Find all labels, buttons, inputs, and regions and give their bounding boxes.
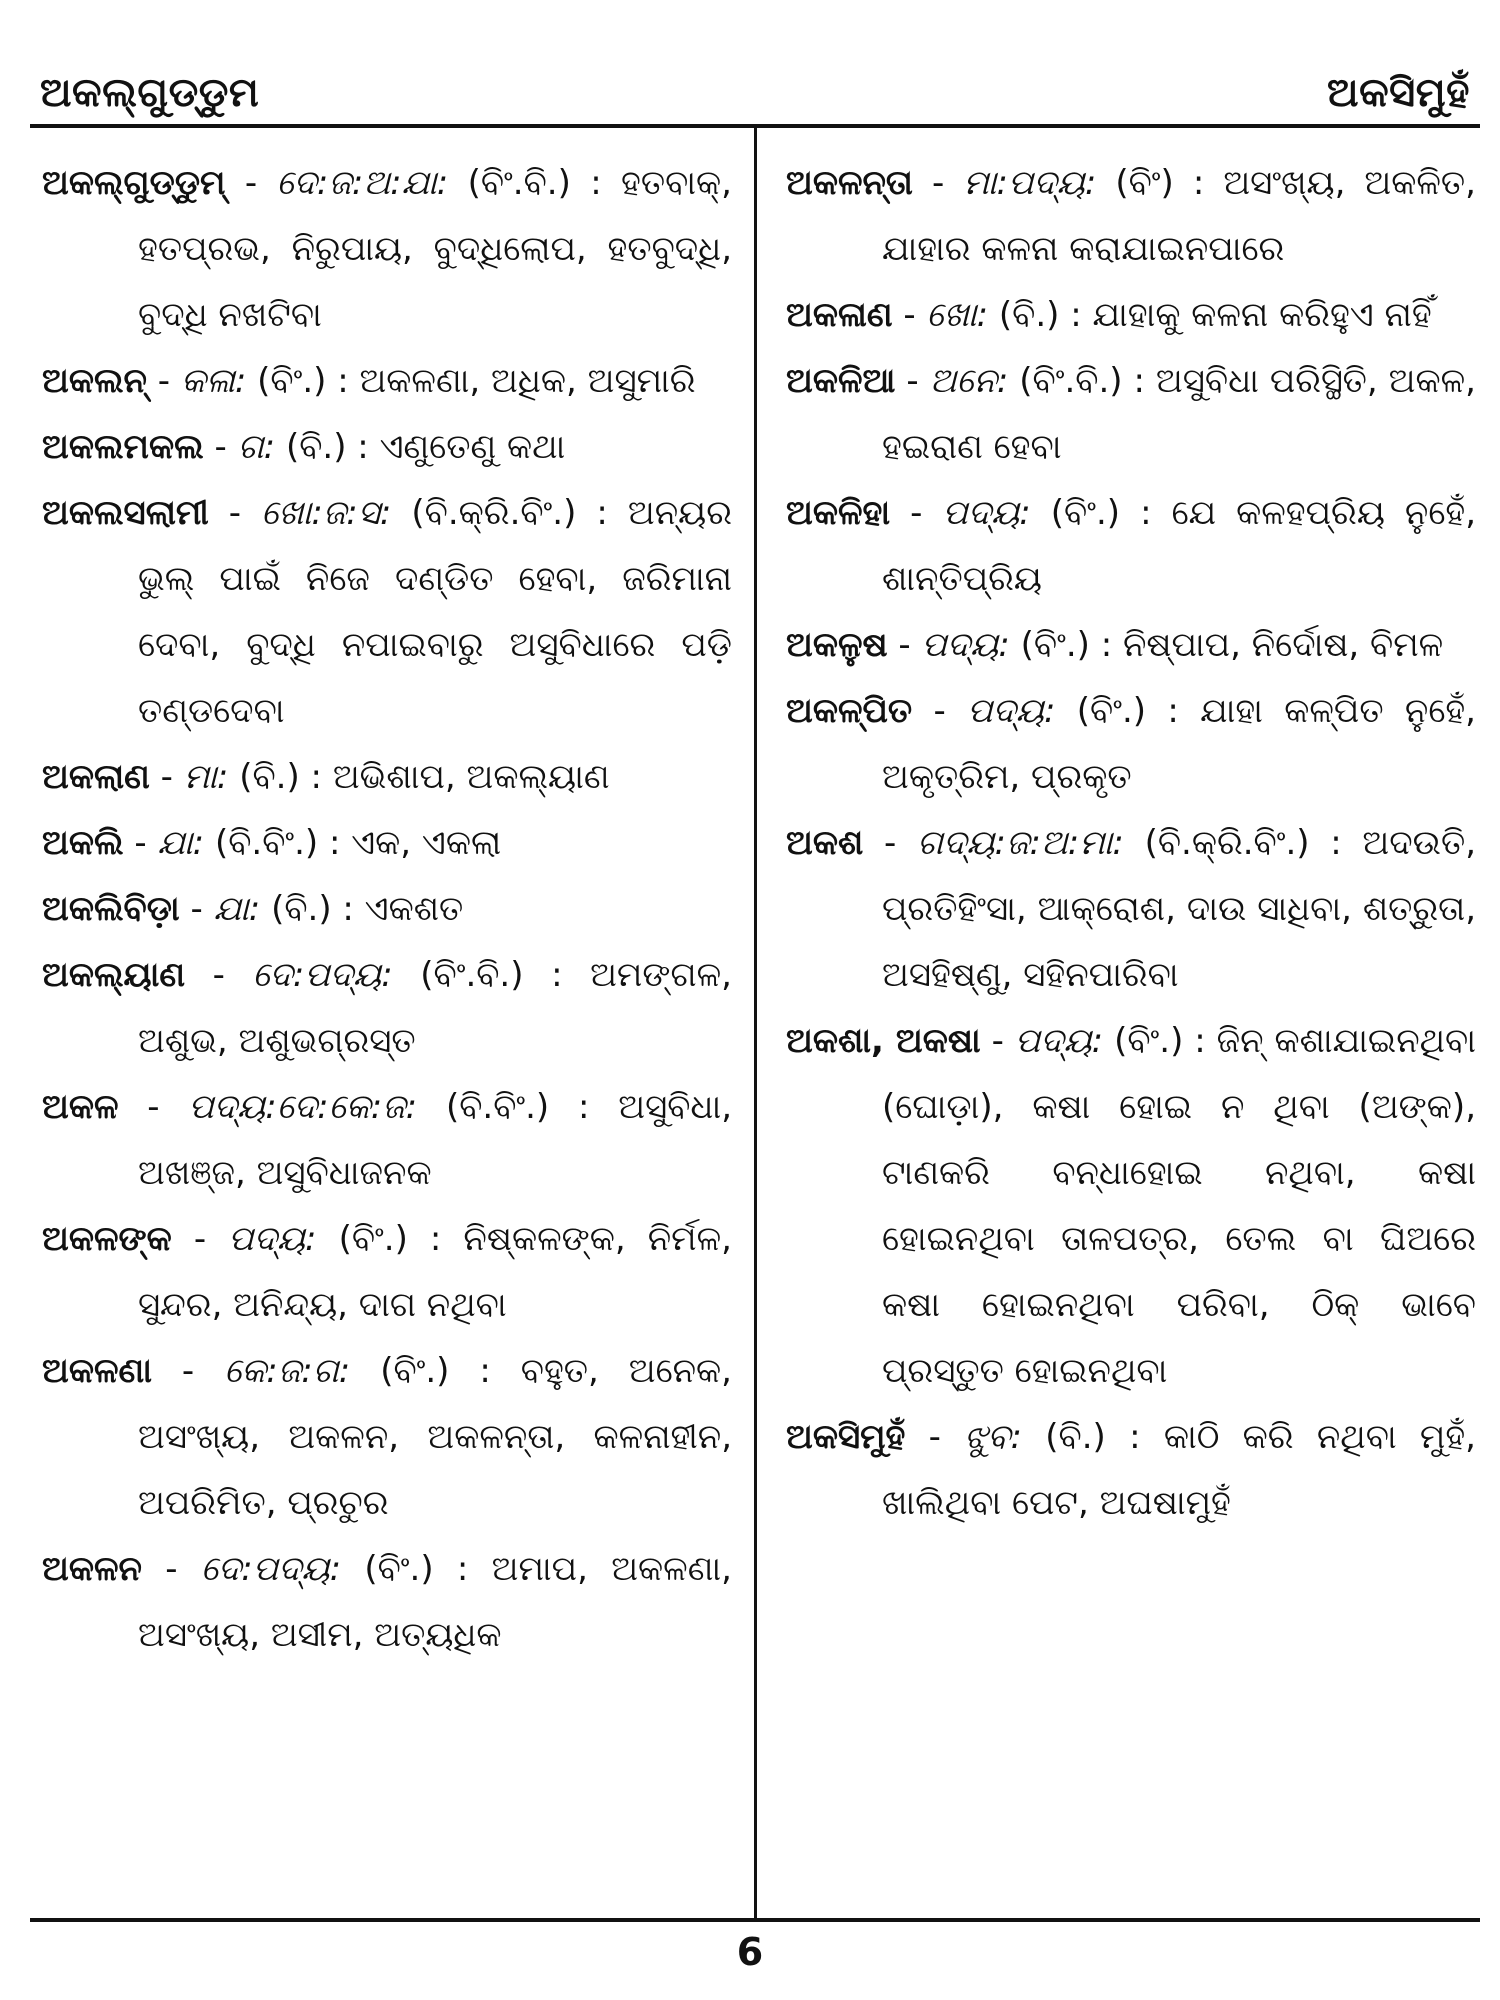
entry-headword: ଅକସିମୁହଁ <box>786 1417 906 1457</box>
entry-source: ଯା: <box>157 823 205 863</box>
dictionary-entry: ଅକଲନ୍ - କଳା: (ବିଂ.) : ଅକଳଣା, ଅଧିକ, ଅସୁମାରି <box>42 361 696 401</box>
right-guide-word: ଅକସିମୁହଁ <box>1327 70 1470 116</box>
dictionary-entry: ଅକଳଙ୍କ - ପଦ୍ୟ: (ବିଂ.) : ନିଷ୍କଳଙ୍କ, ନିର୍ମଳ, ସୁନ୍ଦର, ଅନିନ୍ଦ୍ୟ, ଦାଗ ନଥିବା <box>42 1219 732 1325</box>
entry-source: ଅନେ: <box>929 361 1009 401</box>
right-column <box>786 150 1476 1536</box>
entry-headword: ଅକଶ <box>786 823 864 863</box>
entry-pos: (ବି.) <box>285 427 347 467</box>
entry-pos: (ବିଂ.) <box>364 1549 434 1589</box>
page-number: 6 <box>736 1930 764 1974</box>
entry-source: ଖୋ: <box>926 295 989 335</box>
entry-source: ମା:ପଦ୍ୟ: <box>963 163 1097 203</box>
entry-source: ପଦ୍ୟ: <box>942 493 1031 533</box>
entry-headword: ଅକଳ <box>42 1087 119 1127</box>
entry-source: ଝୁବ: <box>964 1417 1022 1457</box>
left-column <box>42 150 732 1668</box>
entry-headword: ଅକଲ୍‌ଗୁଡ୍ଡୁମ୍ <box>42 163 226 203</box>
entry-source: ଦେ:ଜ:ଅ:ଯା: <box>276 163 449 203</box>
entry-headword: ଅକଳନ <box>42 1549 142 1589</box>
entry-definition: ଅସୁବିଧା, ଅଖଞ୍ଜ, ଅସୁବିଧାଜନକ <box>138 1087 733 1193</box>
entry-definition: ଏଣୁତେଣୁ କଥା <box>379 427 566 467</box>
dictionary-entry: ଅକଲ୍‌ଗୁଡ୍ଡୁମ୍ - ଦେ:ଜ:ଅ:ଯା: (ବିଂ.ବି.) : ହତବାକ୍, ହତପ୍ରଭ, ନିରୁପାୟ, ବୁଦ୍ଧିଲୋପ, ହତବୁଦ୍ଧି, ବୁଦ୍ଧି ନଖଟିବା <box>42 163 732 335</box>
entry-pos: (ବି.) <box>271 889 332 929</box>
entry-headword: ଅକଳିହା <box>786 493 891 533</box>
entry-pos: (ବିଂ.) <box>1076 691 1147 731</box>
entry-headword: ଅକଳଙ୍କ <box>42 1219 172 1259</box>
entry-pos: (ବି.) <box>239 757 300 797</box>
entry-headword: ଅକଳଣା <box>42 1351 152 1391</box>
entry-source: ମା: <box>183 757 229 797</box>
entry-headword: ଅକଲନ୍ <box>42 361 147 401</box>
dictionary-entry: ଅକଲସଲାମୀ - ଖୋ:ଜ:ସ: (ବି.କ୍ରି.ବିଂ.) : ଅନ୍ୟର ଭୁଲ୍ ପାଇଁ ନିଜେ ଦଣ୍ଡିତ ହେବା, ଜରିମାନା ଦେବା, ବୁଦ୍ଧି ନପାଇବାରୁ ଅସୁବିଧାରେ ପଡ଼ି ତଣ୍ଡଦେବା <box>42 493 732 731</box>
entry-definition: ଜିନ୍ କଶାଯାଇନଥିବା (ଘୋଡ଼ା), କଷା ହୋଇ ନ ଥିବା (ଅଙ୍କ), ଟାଣକରି ବନ୍ଧାହୋଇ ନଥିବା, କଷା ହୋଇନଥିବା ତାଳପତ୍ର, ତେଲ ବା ଘିଅରେ କଷା ହୋଇନଥିବା ପରିବା, ଠିକ୍ ଭାବେ ପ୍ରସ୍ତୁତ ହୋଇନଥିବା <box>882 1021 1476 1391</box>
entry-pos: (ବିଂ.ବି.) <box>1019 361 1123 401</box>
entry-definition: ଅନ୍ୟର ଭୁଲ୍ ପାଇଁ ନିଜେ ଦଣ୍ଡିତ ହେବା, ଜରିମାନା ଦେବା, ବୁଦ୍ଧି ନପାଇବାରୁ ଅସୁବିଧାରେ ପଡ଼ି ତଣ୍ଡଦେବା <box>138 493 732 731</box>
dictionary-entry: ଅକଲି - ଯା: (ବି.ବିଂ.) : ଏକ, ଏକଲା <box>42 823 502 863</box>
entry-pos: (ବିଂ.) <box>1050 493 1121 533</box>
entry-headword: ଅକଳୁଷ <box>786 625 888 665</box>
entry-definition: ବହୁତ, ଅନେକ, ଅସଂଖ୍ୟ, ଅକଳନ, ଅକଳନ୍ତା, କଳନାହୀନ, ଅପରିମିତ, ପ୍ରଚୁର <box>138 1351 732 1523</box>
entry-headword: ଅକଲସଲାମୀ <box>42 493 209 533</box>
page-header <box>40 58 1470 128</box>
dictionary-entry: ଅକଲାଣ - ମା: (ବି.) : ଅଭିଶାପ, ଅକଲ୍ୟାଣ <box>42 757 610 797</box>
dictionary-entry: ଅକଳ୍ପିତ - ପଦ୍ୟ: (ବିଂ.) : ଯାହା କଳ୍ପିତ ନୁହେଁ, ଅକୃତ୍ରିମ, ପ୍ରକୃତ <box>786 691 1476 797</box>
entry-definition: ଯାହାକୁ କଳନା କରିହୁଏ ନାହିଁ <box>1092 295 1432 335</box>
entry-definition: ଅଦଉତି, ପ୍ରତିହିଂସା, ଆକ୍ରୋଶ, ଦାଉ ସାଧିବା, ଶତ୍ରୁତା, ଅସହିଷ୍ଣୁ, ସହିନପାରିବା <box>882 823 1477 995</box>
column-divider <box>754 128 757 1918</box>
entry-pos: (ବିଂ.) <box>257 361 327 401</box>
entry-pos: (ବି.) <box>998 295 1060 335</box>
entry-definition: ଅମଙ୍ଗଳ, ଅଶୁଭ, ଅଶୁଭଗ୍ରସ୍ତ <box>138 955 732 1061</box>
entry-definition: ଅମାପ, ଅକଳଣା, ଅସଂଖ୍ୟ, ଅସୀମ, ଅତ୍ୟଧିକ <box>138 1549 732 1655</box>
entry-definition: ଅକଳଣା, ଅଧିକ, ଅସୁମାରି <box>359 361 696 401</box>
entry-definition: ଯେ କଳହପ୍ରିୟ ନୁହେଁ, ଶାନ୍ତିପ୍ରିୟ <box>882 493 1477 599</box>
entry-source: ପଦ୍ୟ:ଦେ:କେ:ଜ: <box>188 1087 418 1127</box>
entry-headword: ଅକଳନ୍ତା <box>786 163 913 203</box>
entry-source: ଦେ:ପଦ୍ୟ: <box>200 1549 342 1589</box>
dictionary-entry: ଅକଳନ - ଦେ:ପଦ୍ୟ: (ବିଂ.) : ଅମାପ, ଅକଳଣା, ଅସଂଖ୍ୟ, ଅସୀମ, ଅତ୍ୟଧିକ <box>42 1549 732 1655</box>
entry-headword: ଅକଳାଣ <box>786 295 893 335</box>
entry-pos: (ବିଂ.) <box>338 1219 408 1259</box>
entry-source: ଗଦ୍ୟ:ଜ:ଅ:ମା: <box>916 823 1124 863</box>
entry-definition: ଯାହା କଳ୍ପିତ ନୁହେଁ, ଅକୃତ୍ରିମ, ପ୍ରକୃତ <box>882 691 1476 797</box>
dictionary-entry: ଅକଳିଆ - ଅନେ: (ବିଂ.ବି.) : ଅସୁବିଧା ପରିସ୍ଥିତି, ଅକଳ, ହଇରାଣ ହେବା <box>786 361 1476 467</box>
entry-pos: (ବି.କ୍ରି.ବିଂ.) <box>411 493 577 533</box>
entry-pos: (ବିଂ.ବି.) <box>467 163 571 203</box>
entry-source: ଦେ:ପଦ୍ୟ: <box>252 955 393 995</box>
entry-definition: ଏକଶତ <box>364 889 464 929</box>
entry-pos: (ବି.) <box>1045 1417 1106 1457</box>
entry-pos: (ବିଂ.ବି.) <box>420 955 524 995</box>
entry-pos: (ବିଂ) <box>1115 163 1174 203</box>
entry-definition: ନିଷ୍କଳଙ୍କ, ନିର୍ମଳ, ସୁନ୍ଦର, ଅନିନ୍ଦ୍ୟ, ଦାଗ ନଥିବା <box>138 1219 732 1325</box>
entry-pos: (ବିଂ.) <box>1020 625 1090 665</box>
entry-source: କଳା: <box>180 361 247 401</box>
dictionary-entry: ଅକଲ୍ୟାଣ - ଦେ:ପଦ୍ୟ: (ବିଂ.ବି.) : ଅମଙ୍ଗଳ, ଅଶୁଭ, ଅଶୁଭଗ୍ରସ୍ତ <box>42 955 732 1061</box>
entry-source: କେ:ଜ:ଗ: <box>224 1351 351 1391</box>
entry-definition: ଅଭିଶାପ, ଅକଲ୍ୟାଣ <box>332 757 610 797</box>
entry-source: ପଦ୍ୟ: <box>921 625 1010 665</box>
entry-headword: ଅକଲମକଲ <box>42 427 204 467</box>
entry-source: ପଦ୍ୟ: <box>228 1219 317 1259</box>
entry-headword: ଅକଳ୍ପିତ <box>786 691 913 731</box>
entry-pos: (ବି.ବିଂ.) <box>214 823 319 863</box>
entry-headword: ଅକଲିବିଡ଼ା <box>42 889 180 929</box>
entry-definition: ଅସଂଖ୍ୟ, ଅକଳିତ, ଯାହାର କଳନା କରାଯାଇନପାରେ <box>882 163 1476 269</box>
entry-source: ଯା: <box>213 889 261 929</box>
dictionary-entry: ଅକସିମୁହଁ - ଝୁବ: (ବି.) : କାଠି କରି ନଥିବା ମୁହଁ, ଖାଲିଥିବା ପେଟ, ଅଘଷାମୁହଁ <box>786 1417 1476 1523</box>
dictionary-entry: ଅକଳଣା - କେ:ଜ:ଗ: (ବିଂ.) : ବହୁତ, ଅନେକ, ଅସଂଖ୍ୟ, ଅକଳନ, ଅକଳନ୍ତା, କଳନାହୀନ, ଅପରିମିତ, ପ୍ରଚୁର <box>42 1351 732 1523</box>
entry-pos: (ବି.କ୍ରି.ବିଂ.) <box>1144 823 1310 863</box>
entry-definition: ନିଷ୍ପାପ, ନିର୍ଦୋଷ, ବିମଳ <box>1122 625 1444 665</box>
entry-headword: ଅକଲି <box>42 823 124 863</box>
entry-pos: (ବିଂ.) <box>380 1351 450 1391</box>
dictionary-entry: ଅକଶା, ଅକଷା - ପଦ୍ୟ: (ବିଂ.) : ଜିନ୍ କଶାଯାଇନଥିବା (ଘୋଡ଼ା), କଷା ହୋଇ ନ ଥିବା (ଅଙ୍କ), ଟାଣକରି ବନ୍ଧାହୋଇ ନଥିବା, କଷା ହୋଇନଥିବା ତାଳପତ୍ର, ତେଲ ବା ଘିଅରେ କଷା ହୋଇନଥିବା ପରିବା, ଠିକ୍ ଭାବେ ପ୍ରସ୍ତୁତ ହୋଇନଥିବା <box>786 1021 1476 1391</box>
dictionary-entry: ଅକଳନ୍ତା - ମା:ପଦ୍ୟ: (ବିଂ) : ଅସଂଖ୍ୟ, ଅକଳିତ, ଯାହାର କଳନା କରାଯାଇନପାରେ <box>786 163 1476 269</box>
entry-source: ପଦ୍ୟ: <box>1014 1021 1104 1061</box>
left-guide-word: ଅକଲ୍‌ଗୁଡ୍ଡୁମ <box>40 70 260 116</box>
dictionary-entry: ଅକଳାଣ - ଖୋ: (ବି.) : ଯାହାକୁ କଳନା କରିହୁଏ ନାହିଁ <box>786 295 1432 335</box>
dictionary-entry: ଅକଲିବିଡ଼ା - ଯା: (ବି.) : ଏକଶତ <box>42 889 464 929</box>
dictionary-entry: ଅକଳୁଷ - ପଦ୍ୟ: (ବିଂ.) : ନିଷ୍ପାପ, ନିର୍ଦୋଷ, ବିମଳ <box>786 625 1444 665</box>
entry-definition: ଅସୁବିଧା ପରିସ୍ଥିତି, ଅକଳ, ହଇରାଣ ହେବା <box>882 361 1476 467</box>
entry-headword: ଅକଶା, ଅକଷା <box>786 1021 981 1061</box>
entry-pos: (ବି.ବିଂ.) <box>445 1087 550 1127</box>
entry-pos: (ବିଂ.) <box>1114 1021 1184 1061</box>
entry-source: ପଦ୍ୟ: <box>967 691 1056 731</box>
entry-definition: ଏକ, ଏକଲା <box>351 823 502 863</box>
entry-definition: ହତବାକ୍, ହତପ୍ରଭ, ନିରୁପାୟ, ବୁଦ୍ଧିଲୋପ, ହତବୁଦ୍ଧି, ବୁଦ୍ଧି ନଖଟିବା <box>138 163 732 335</box>
entry-source: ଗ: <box>237 427 276 467</box>
entry-headword: ଅକଲାଣ <box>42 757 150 797</box>
dictionary-entry: ଅକଳିହା - ପଦ୍ୟ: (ବିଂ.) : ଯେ କଳହପ୍ରିୟ ନୁହେଁ, ଶାନ୍ତିପ୍ରିୟ <box>786 493 1477 599</box>
entry-source: ଖୋ:ଜ:ସ: <box>261 493 392 533</box>
entry-definition: କାଠି କରି ନଥିବା ମୁହଁ, ଖାଲିଥିବା ପେଟ, ଅଘଷାମୁହଁ <box>882 1417 1476 1523</box>
entry-headword: ଅକଲ୍ୟାଣ <box>42 955 186 995</box>
entry-headword: ଅକଳିଆ <box>786 361 896 401</box>
dictionary-entry: ଅକଲମକଲ - ଗ: (ବି.) : ଏଣୁତେଣୁ କଥା <box>42 427 566 467</box>
dictionary-entry: ଅକଶ - ଗଦ୍ୟ:ଜ:ଅ:ମା: (ବି.କ୍ରି.ବିଂ.) : ଅଦଉତି, ପ୍ରତିହିଂସା, ଆକ୍ରୋଶ, ଦାଉ ସାଧିବା, ଶତ୍ରୁତା, ଅସହିଷ୍ଣୁ, ସହିନପାରିବା <box>786 823 1477 995</box>
footer-rule <box>30 1918 1480 1922</box>
dictionary-entry: ଅକଳ - ପଦ୍ୟ:ଦେ:କେ:ଜ: (ବି.ବିଂ.) : ଅସୁବିଧା, ଅଖଞ୍ଜ, ଅସୁବିଧାଜନକ <box>42 1087 733 1193</box>
